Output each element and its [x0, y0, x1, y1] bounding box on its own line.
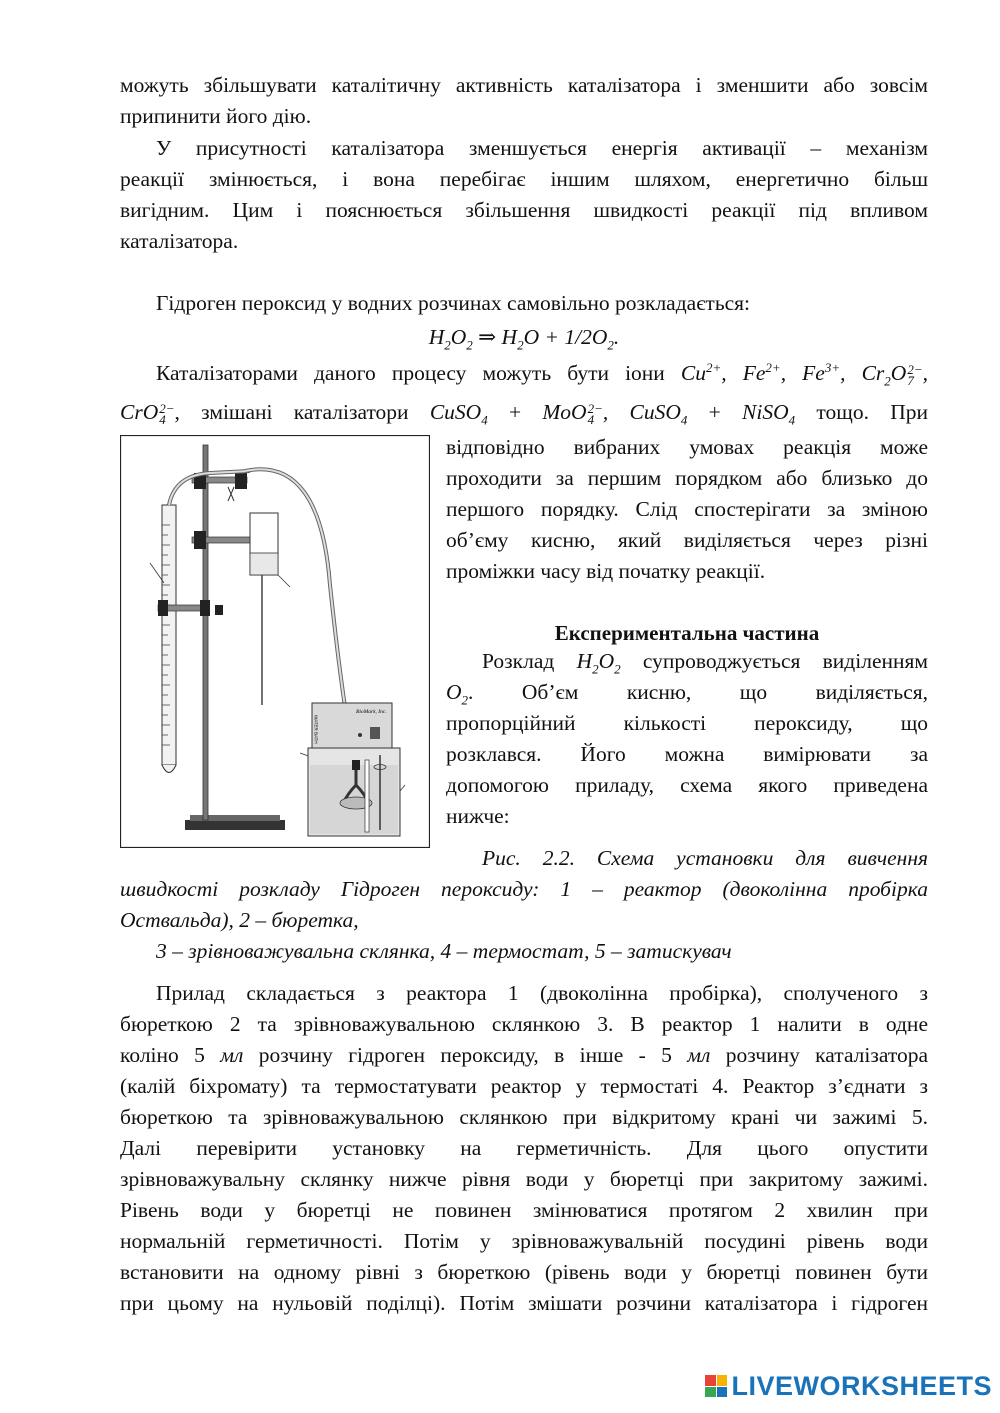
- logo-badge-icon: [705, 1375, 727, 1397]
- text-line: нормальній герметичності. Потім у зрівноважувальній посудині рівень води: [120, 1229, 928, 1253]
- text-line: вигідним. Цим і пояснюється збільшення швидкості реакції під впливом: [120, 198, 928, 222]
- logo-text: LIVEWORKSHEETS: [731, 1370, 992, 1401]
- catalyst-ions-line: Каталізаторами даного процесу можуть бути іони $Cu^{2+}$, $Fe^{2+}$, $Fe^{3+}$, $Cr_2O$ 2− 7 ,: [156, 359, 928, 389]
- text-line: Рівень води у бюретці не повинен змінюватися протягом 2 хвилин при: [120, 1198, 928, 1222]
- stand-rod: [203, 445, 208, 820]
- text-line: першого порядку. Слід спостерігати за зміною: [446, 497, 928, 521]
- text-line: (калій біхромату) та термостатувати реактор у термостаті 4. Реактор з’єднати з: [120, 1074, 928, 1098]
- device-brand: BioMark, Inc.: [356, 709, 387, 715]
- catalyst-mixed-line: CrO 2− 4 , змішані каталізатори CuSO$_4$ + MoO 2− 4 , CuSO$_4$ + NiSO$_4$ тощо. При: [120, 400, 928, 428]
- apparatus-figure: [120, 435, 430, 848]
- text-line: Гідроген пероксид у водних розчинах самовільно розкладається:: [156, 291, 751, 315]
- section-title: Експериментальна частина: [554, 621, 820, 645]
- text-line: бюреткою 2 та зрівноважувальною склянкою 3. В реактор 1 налити в одне: [120, 1012, 928, 1036]
- text-line: об’єму кисню, який виділяється через різні: [446, 528, 928, 552]
- text-line: коліно 5 мл розчину гідроген пероксиду, в інше - 5 мл розчину каталізатора: [120, 1043, 929, 1067]
- text-line: У присутності каталізатора зменшується енергія активації – механізм: [156, 136, 928, 160]
- text-line: можуть збільшувати каталітичну активність каталізатора і зменшити або зовсім: [120, 73, 928, 97]
- text-line: бюреткою та зрівноважувальною склянкою при відкритому крані чи зажимі 5.: [120, 1105, 928, 1129]
- text-line: допомогою приладу, схема якого приведена: [446, 773, 928, 797]
- text-line: $O_2$. Об’єм кисню, що виділяється,: [446, 680, 928, 708]
- text-line: Розклад $H_2O_2$ супроводжується виділенням: [482, 649, 928, 677]
- text-line: Далі перевірити установку на герметичність. Для цього опустити: [120, 1136, 928, 1160]
- text-line: відповідно вибраних умовах реакція може: [446, 435, 928, 459]
- text-line: проміжки часу від початку реакції.: [446, 559, 766, 583]
- apparatus-diagram: [120, 435, 430, 848]
- figure-caption: Рис. 2.2. Схема установки для вивчення: [482, 846, 928, 870]
- text-line: нижче:: [446, 804, 510, 828]
- text-line: розклався. Його можна вимірювати за: [446, 742, 928, 766]
- text-line: зрівноважувальну склянку нижче рівня води у бюретці при закритому зажимі.: [120, 1167, 928, 1191]
- figure-caption: швидкості розкладу Гідроген пероксиду: 1 – реактор (двоколінна пробірка: [120, 877, 928, 901]
- text-line: при цьому на нульовій поділці). Потім змішати розчини каталізатора і гідроген: [120, 1291, 928, 1315]
- stand-base: [185, 820, 285, 830]
- figure-caption: Оствальда), 2 – бюретка,: [120, 908, 359, 932]
- text-line: каталізатора.: [120, 229, 239, 253]
- liveworksheets-logo[interactable]: [705, 1369, 992, 1403]
- text-line: реакції змінюється, і вона перебігає іншим шляхом, енергетично більш: [120, 167, 928, 191]
- text-line: припинити його дію.: [120, 104, 312, 128]
- text-line: пропорційний кількості пероксиду, що: [446, 711, 928, 735]
- equation: $H_2O_2$ ⇒ $H_2O + 1/2O_2$.: [428, 325, 620, 353]
- figure-caption: 3 – зрівноважувальна склянка, 4 – термостат, 5 – затискувач: [156, 939, 732, 963]
- text-line: проходити за першим порядком або близько до: [446, 466, 928, 490]
- bath-label: WATER BATH: [313, 715, 319, 744]
- text-line: встановити на одному рівні з бюреткою (рівень води у бюретці повинен бути: [120, 1260, 928, 1284]
- text-line: Прилад складається з реактора 1 (двоколінна пробірка), сполученого з: [156, 981, 928, 1005]
